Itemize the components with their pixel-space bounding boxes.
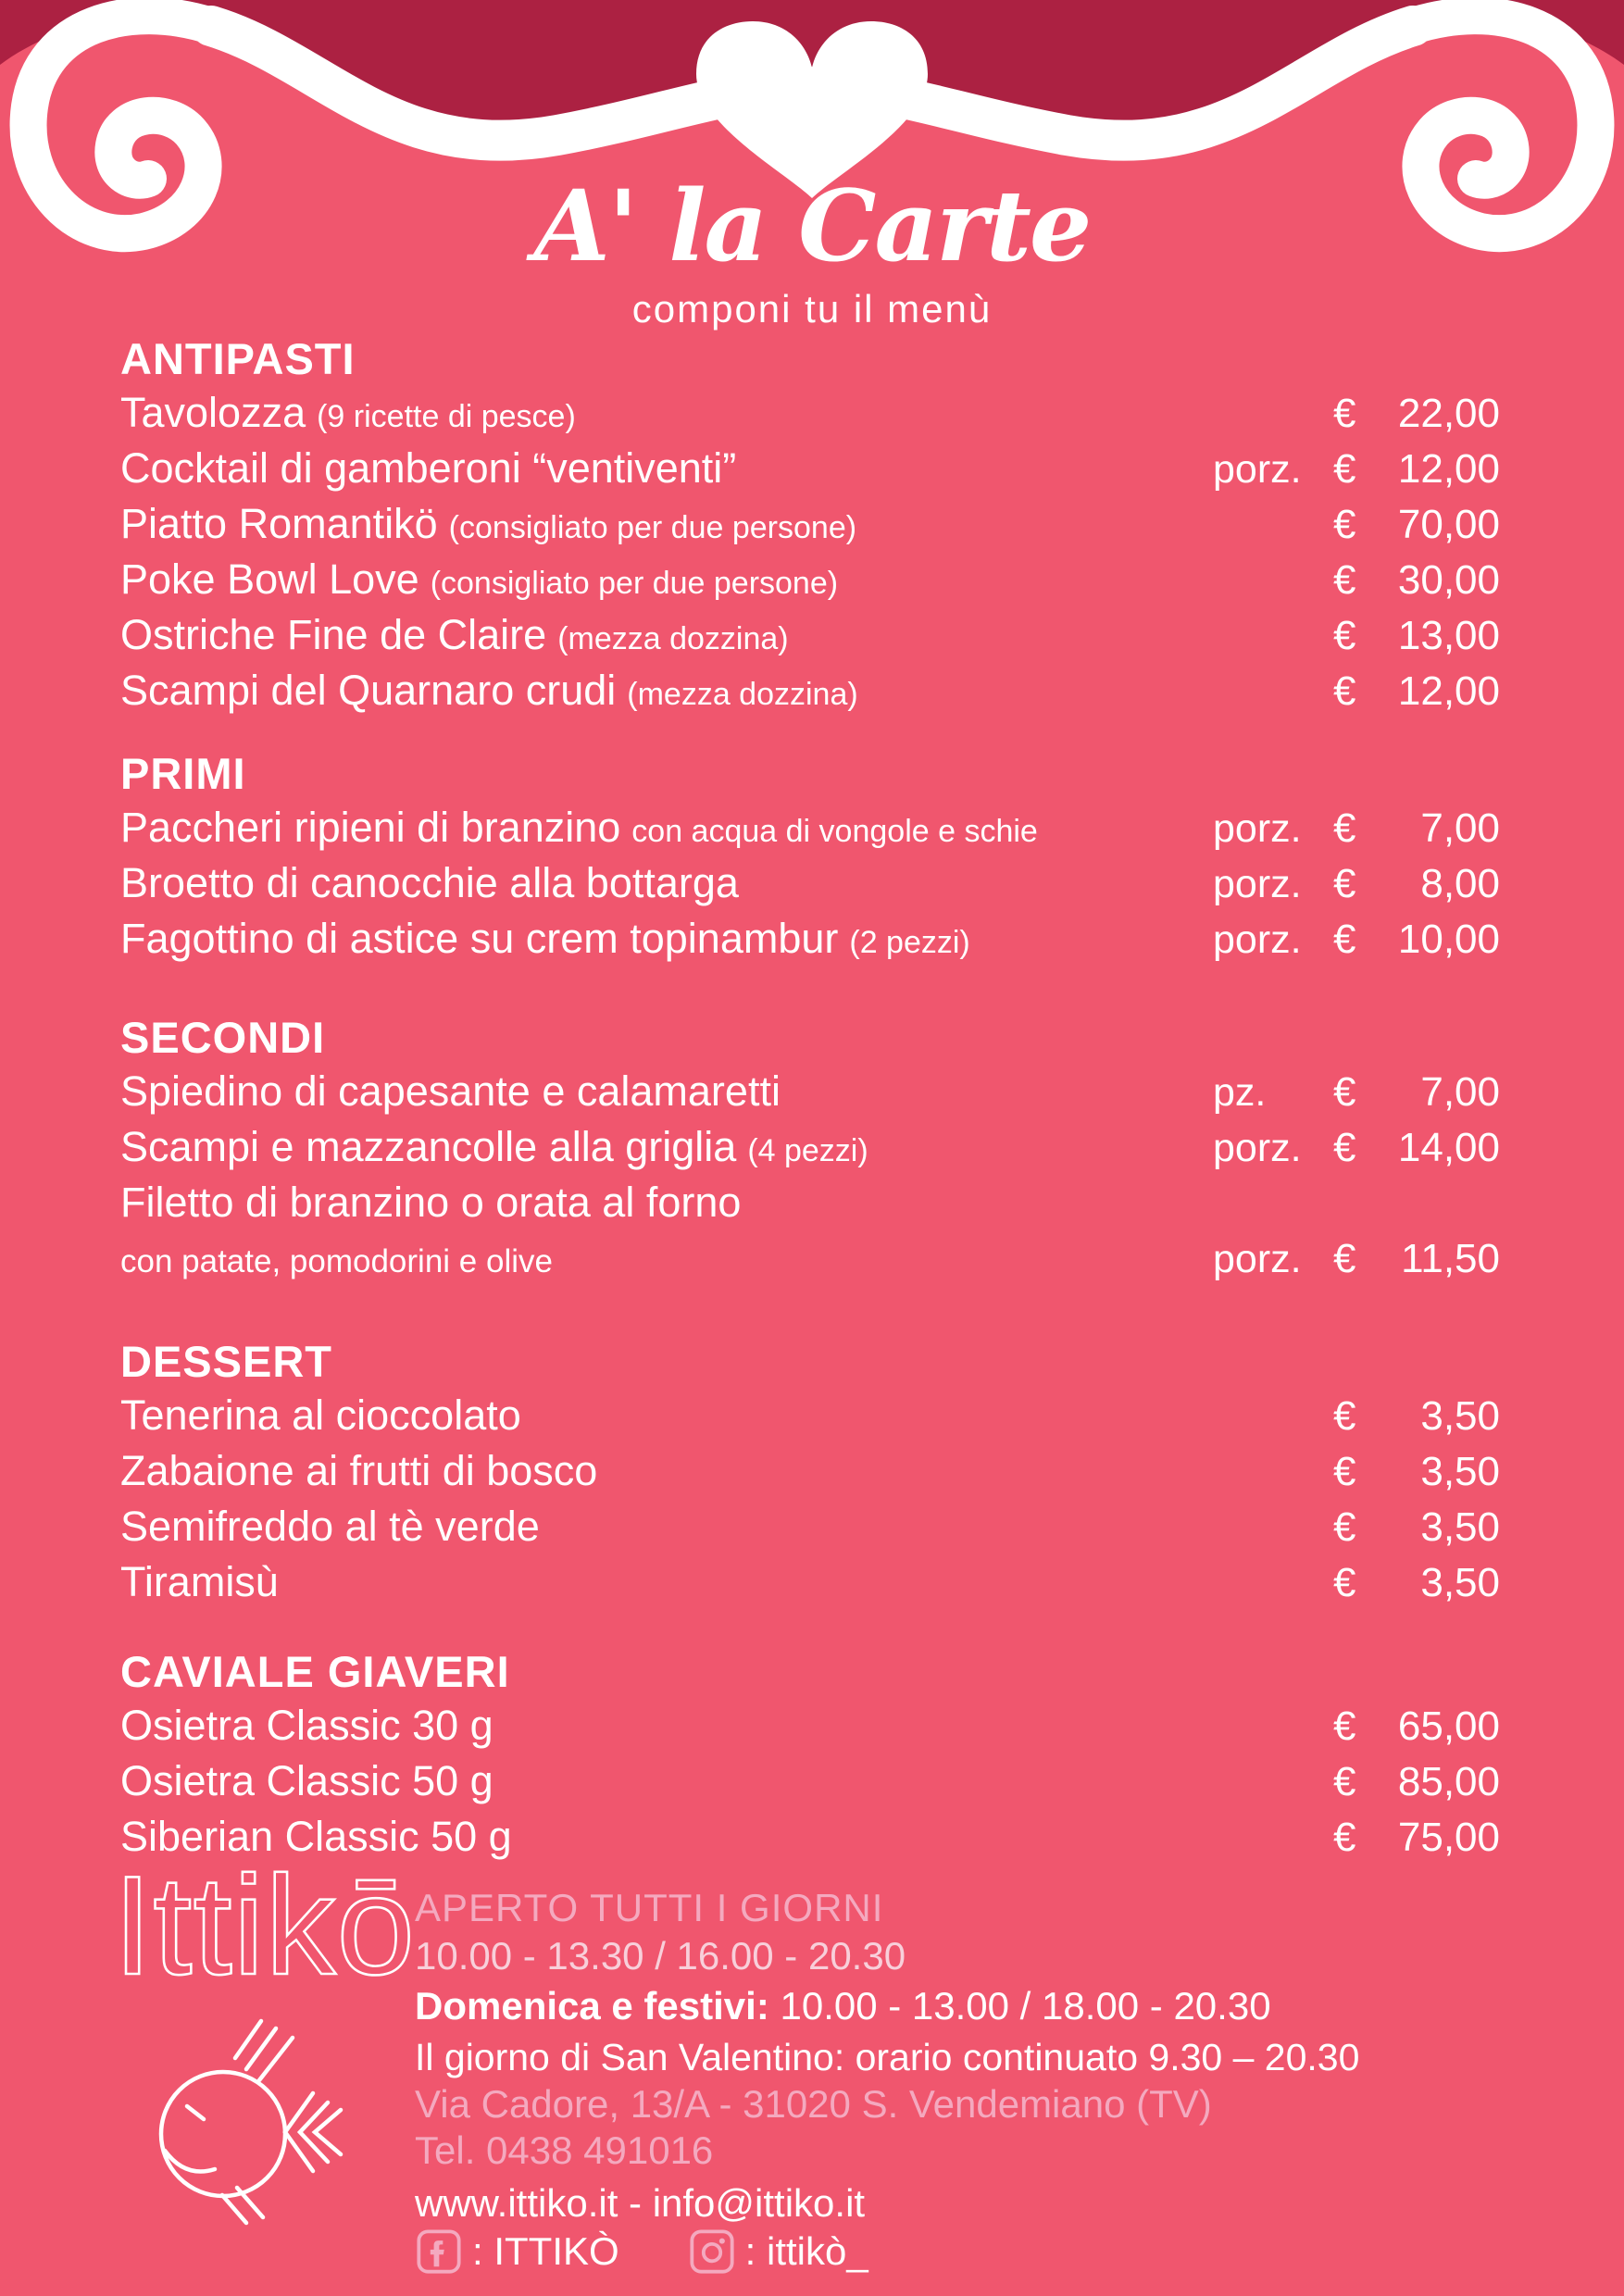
- menu-item-row: [120, 1119, 1500, 1175]
- facebook-handle: : ITTIKÒ: [472, 2228, 619, 2273]
- menu-item-row: [120, 855, 1500, 911]
- item-price: 8,00: [1420, 861, 1500, 906]
- menu-section-caviale-giaveri: [120, 1646, 1500, 1865]
- item-euro-sign: €: [1333, 668, 1356, 714]
- facebook-icon: [415, 2227, 463, 2276]
- menu-section-antipasti: [120, 333, 1500, 718]
- header-decoration: [0, 0, 1624, 333]
- section-heading: ANTIPASTI: [120, 334, 356, 383]
- item-name: Tavolozza: [120, 389, 306, 436]
- item-name-cell: [120, 1698, 1213, 1753]
- menu-item-row: [120, 1388, 1500, 1443]
- item-unit: porz.: [1213, 862, 1302, 906]
- item-name: Siberian Classic 50 g: [120, 1813, 512, 1860]
- item-unit: porz.: [1213, 447, 1302, 492]
- menu-section-dessert: [120, 1336, 1500, 1610]
- item-name-cell: [120, 385, 1213, 444]
- section-heading: DESSERT: [120, 1337, 332, 1386]
- section-heading: SECONDI: [120, 1013, 326, 1062]
- item-detail: con acqua di vongole e schie: [631, 814, 1038, 849]
- item-euro-sign: €: [1333, 1703, 1356, 1749]
- item-name: Semifreddo al tè verde: [120, 1503, 540, 1550]
- item-price: 22,00: [1397, 391, 1500, 436]
- item-detail: (9 ricette di pesce): [317, 399, 576, 434]
- item-name-cell: [120, 607, 1213, 667]
- menu-item-row: [120, 441, 1500, 496]
- valentine-hours: Il giorno di San Valentino: orario continuato 9.30 – 20.30: [415, 2036, 1360, 2078]
- item-name-cell: [120, 1388, 1213, 1443]
- menu-item-row: [120, 800, 1500, 855]
- item-price: 70,00: [1397, 502, 1500, 547]
- item-unit: porz.: [1213, 806, 1302, 851]
- item-price: 65,00: [1397, 1703, 1500, 1749]
- item-name: Cocktail di gamberoni “ventiventi”: [120, 444, 737, 492]
- item-euro-sign: €: [1333, 1560, 1356, 1605]
- item-name-cell: [120, 663, 1213, 722]
- item-price: 75,00: [1397, 1815, 1500, 1860]
- item-name-cell: [120, 800, 1213, 859]
- item-detail: (2 pezzi): [849, 925, 970, 960]
- item-name-cell: [120, 441, 1213, 496]
- item-price: 10,00: [1397, 917, 1500, 962]
- item-euro-sign: €: [1333, 1449, 1356, 1494]
- item-name-cell: [120, 1499, 1213, 1554]
- item-price: 7,00: [1420, 805, 1500, 851]
- item-name-cell: [120, 1064, 1213, 1119]
- menu-item-row: [120, 385, 1500, 441]
- item-name: con patate, pomodorini e olive: [120, 1243, 553, 1279]
- opening-title: APERTO TUTTI I GIORNI: [415, 1886, 884, 1929]
- item-name-cell: [120, 1230, 1213, 1290]
- item-price: 11,50: [1401, 1236, 1500, 1281]
- opening-hours: 10.00 - 13.30 / 16.00 - 20.30: [415, 1934, 906, 1978]
- menu-item-row: [120, 1175, 1500, 1230]
- item-price: 12,00: [1397, 446, 1500, 492]
- item-euro-sign: €: [1333, 805, 1356, 851]
- item-price: 7,00: [1420, 1069, 1500, 1115]
- item-price: 12,00: [1397, 668, 1500, 714]
- item-name: Piatto Romantikö: [120, 500, 438, 547]
- item-price: 14,00: [1397, 1125, 1500, 1170]
- item-price: 13,00: [1397, 613, 1500, 658]
- item-euro-sign: €: [1333, 917, 1356, 962]
- menu-item-row: [120, 552, 1500, 607]
- item-unit: porz.: [1213, 1126, 1302, 1170]
- item-unit: porz.: [1213, 1237, 1302, 1281]
- item-name: Poke Bowl Love: [120, 555, 419, 603]
- sunday-hours-line: [415, 1985, 1271, 2028]
- sunday-label: Domenica e festivi:: [415, 1984, 769, 2028]
- item-name: Filetto di branzino o orata al forno: [120, 1179, 742, 1226]
- item-detail: (consigliato per due persone): [430, 566, 839, 601]
- item-name-cell: [120, 496, 1213, 555]
- item-name-cell: [120, 911, 1213, 970]
- item-detail: (mezza dozzina): [557, 621, 789, 656]
- item-price: 3,50: [1420, 1393, 1500, 1439]
- item-name-cell: [120, 1175, 1213, 1230]
- item-price: 3,50: [1420, 1449, 1500, 1494]
- item-name-cell: [120, 1443, 1213, 1499]
- item-euro-sign: €: [1333, 1504, 1356, 1550]
- item-euro-sign: €: [1333, 1393, 1356, 1439]
- fish-logo-icon: [156, 2004, 350, 2240]
- item-name: Zabaione ai frutti di bosco: [120, 1447, 598, 1494]
- item-name: Osietra Classic 50 g: [120, 1757, 493, 1804]
- ittiko-logo: Ittikō: [113, 1847, 416, 2004]
- website-email: www.ittiko.it - info@ittiko.it: [415, 2181, 866, 2225]
- item-euro-sign: €: [1333, 1759, 1356, 1804]
- item-name: Spiedino di capesante e calamaretti: [120, 1067, 781, 1115]
- menu-item-row: [120, 1443, 1500, 1499]
- item-price: 85,00: [1397, 1759, 1500, 1804]
- item-detail: (consigliato per due persone): [448, 510, 857, 545]
- item-name-cell: [120, 855, 1213, 911]
- menu-item-row: [120, 607, 1500, 663]
- sunday-hours: 10.00 - 13.00 / 18.00 - 20.30: [768, 1984, 1271, 2028]
- item-euro-sign: €: [1333, 861, 1356, 906]
- menu-item-row: [120, 1230, 1500, 1286]
- menu-item-row: [120, 1064, 1500, 1119]
- social-row: [415, 2227, 868, 2276]
- menu-section-secondi: [120, 1012, 1500, 1286]
- section-heading: PRIMI: [120, 749, 246, 798]
- item-price: 30,00: [1397, 557, 1500, 603]
- address: Via Cadore, 13/A - 31020 S. Vendemiano (TV): [415, 2082, 1212, 2126]
- item-name-cell: [120, 1554, 1213, 1610]
- item-unit: pz.: [1213, 1070, 1267, 1115]
- item-name-cell: [120, 1753, 1213, 1809]
- item-euro-sign: €: [1333, 1069, 1356, 1115]
- menu-item-row: [120, 496, 1500, 552]
- menu-item-row: [120, 911, 1500, 967]
- item-euro-sign: €: [1333, 1236, 1356, 1281]
- menu-item-row: [120, 663, 1500, 718]
- page-title: A' la Carte: [533, 168, 1091, 283]
- section-heading: CAVIALE GIAVERI: [120, 1647, 510, 1696]
- item-name-cell: [120, 1119, 1213, 1179]
- item-price: 3,50: [1420, 1560, 1500, 1605]
- menu-item-row: [120, 1698, 1500, 1753]
- item-euro-sign: €: [1333, 502, 1356, 547]
- item-name-cell: [120, 552, 1213, 611]
- item-euro-sign: €: [1333, 1815, 1356, 1860]
- item-name: Fagottino di astice su crem topinambur: [120, 915, 839, 962]
- item-unit: porz.: [1213, 917, 1302, 962]
- item-euro-sign: €: [1333, 1125, 1356, 1170]
- item-euro-sign: €: [1333, 391, 1356, 436]
- item-euro-sign: €: [1333, 446, 1356, 492]
- item-name: Scampi e mazzancolle alla griglia: [120, 1123, 737, 1170]
- item-name: Paccheri ripieni di branzino: [120, 804, 621, 851]
- item-name: Tenerina al cioccolato: [120, 1391, 521, 1439]
- menu-item-row: [120, 1753, 1500, 1809]
- item-detail: (4 pezzi): [747, 1133, 868, 1168]
- menu-item-row: [120, 1499, 1500, 1554]
- item-name: Ostriche Fine de Claire: [120, 611, 547, 658]
- item-price: 3,50: [1420, 1504, 1500, 1550]
- page-subtitle: componi tu il menù: [631, 287, 993, 331]
- phone: Tel. 0438 491016: [415, 2128, 714, 2172]
- item-euro-sign: €: [1333, 557, 1356, 603]
- instagram-icon: [688, 2227, 736, 2276]
- menu-section-primi: [120, 748, 1500, 967]
- instagram-handle: : ittikò_: [744, 2228, 868, 2273]
- item-name: Scampi del Quarnaro crudi: [120, 667, 617, 714]
- menu-item-row: [120, 1554, 1500, 1610]
- item-detail: (mezza dozzina): [627, 677, 858, 712]
- item-euro-sign: €: [1333, 613, 1356, 658]
- item-name: Tiramisù: [120, 1558, 279, 1605]
- item-name: Broetto di canocchie alla bottarga: [120, 859, 739, 906]
- item-name: Osietra Classic 30 g: [120, 1702, 493, 1749]
